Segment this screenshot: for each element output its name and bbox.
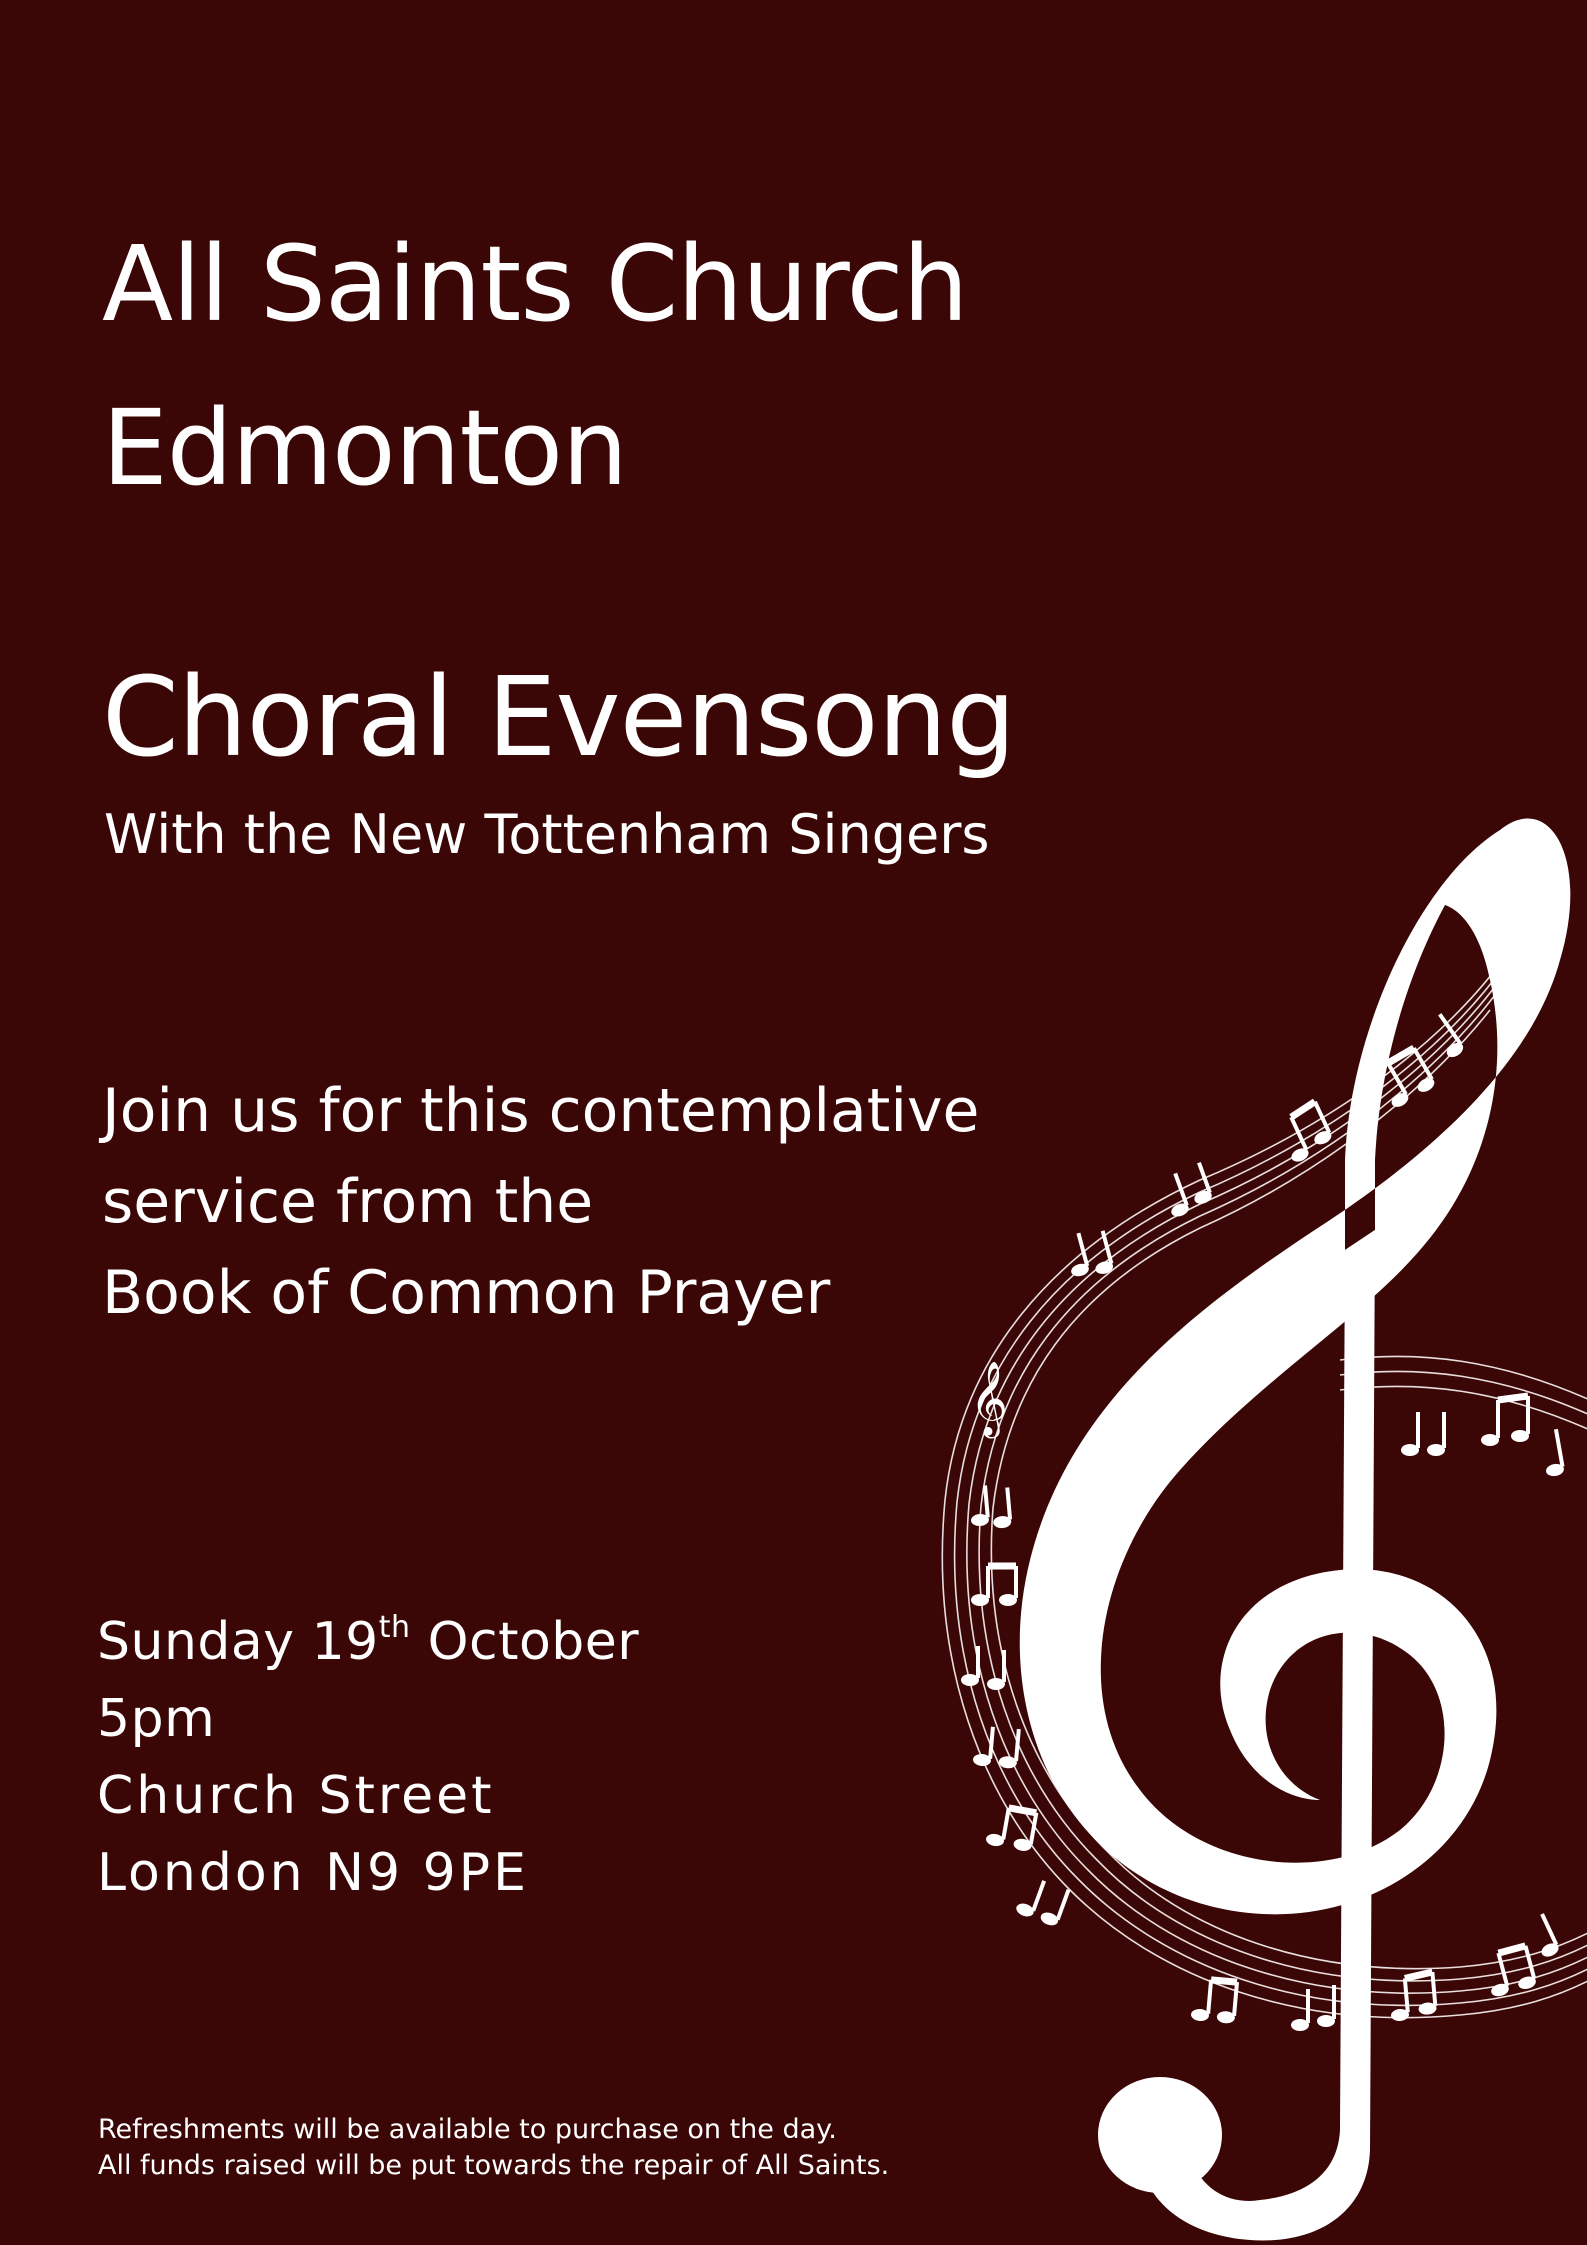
description-line-1: Join us for this contemplative <box>102 1076 980 1146</box>
date-month: October <box>410 1612 640 1672</box>
footer-line-2: All funds raised will be put towards the repair of All Saints. <box>98 2150 890 2181</box>
description-line-3: Book of Common Prayer <box>102 1258 831 1328</box>
service-description <box>102 1066 982 1339</box>
church-name-line-2: Edmonton <box>102 387 627 509</box>
treble-clef-illustration <box>900 800 1587 2245</box>
church-name <box>102 202 1002 530</box>
address-line-1: Church Street <box>97 1766 495 1826</box>
address-line-2: London N9 9PE <box>97 1843 529 1903</box>
event-date <box>97 1604 717 1681</box>
description-line-2: service from the <box>102 1167 594 1237</box>
event-title: Choral Evensong <box>102 653 1016 781</box>
footer-note <box>98 2112 998 2184</box>
svg-text:𝄞: 𝄞 <box>970 1362 1008 1436</box>
date-day: Sunday 19 <box>97 1612 379 1672</box>
event-subtitle: With the New Tottenham Singers <box>104 803 990 866</box>
event-time: 5pm <box>97 1689 216 1749</box>
event-details <box>97 1604 717 1912</box>
date-ordinal: th <box>378 1609 411 1645</box>
treble-clef-icon <box>900 800 1587 2245</box>
church-name-line-1: All Saints Church <box>102 223 968 345</box>
footer-line-1: Refreshments will be available to purchase on the day. <box>98 2114 837 2145</box>
